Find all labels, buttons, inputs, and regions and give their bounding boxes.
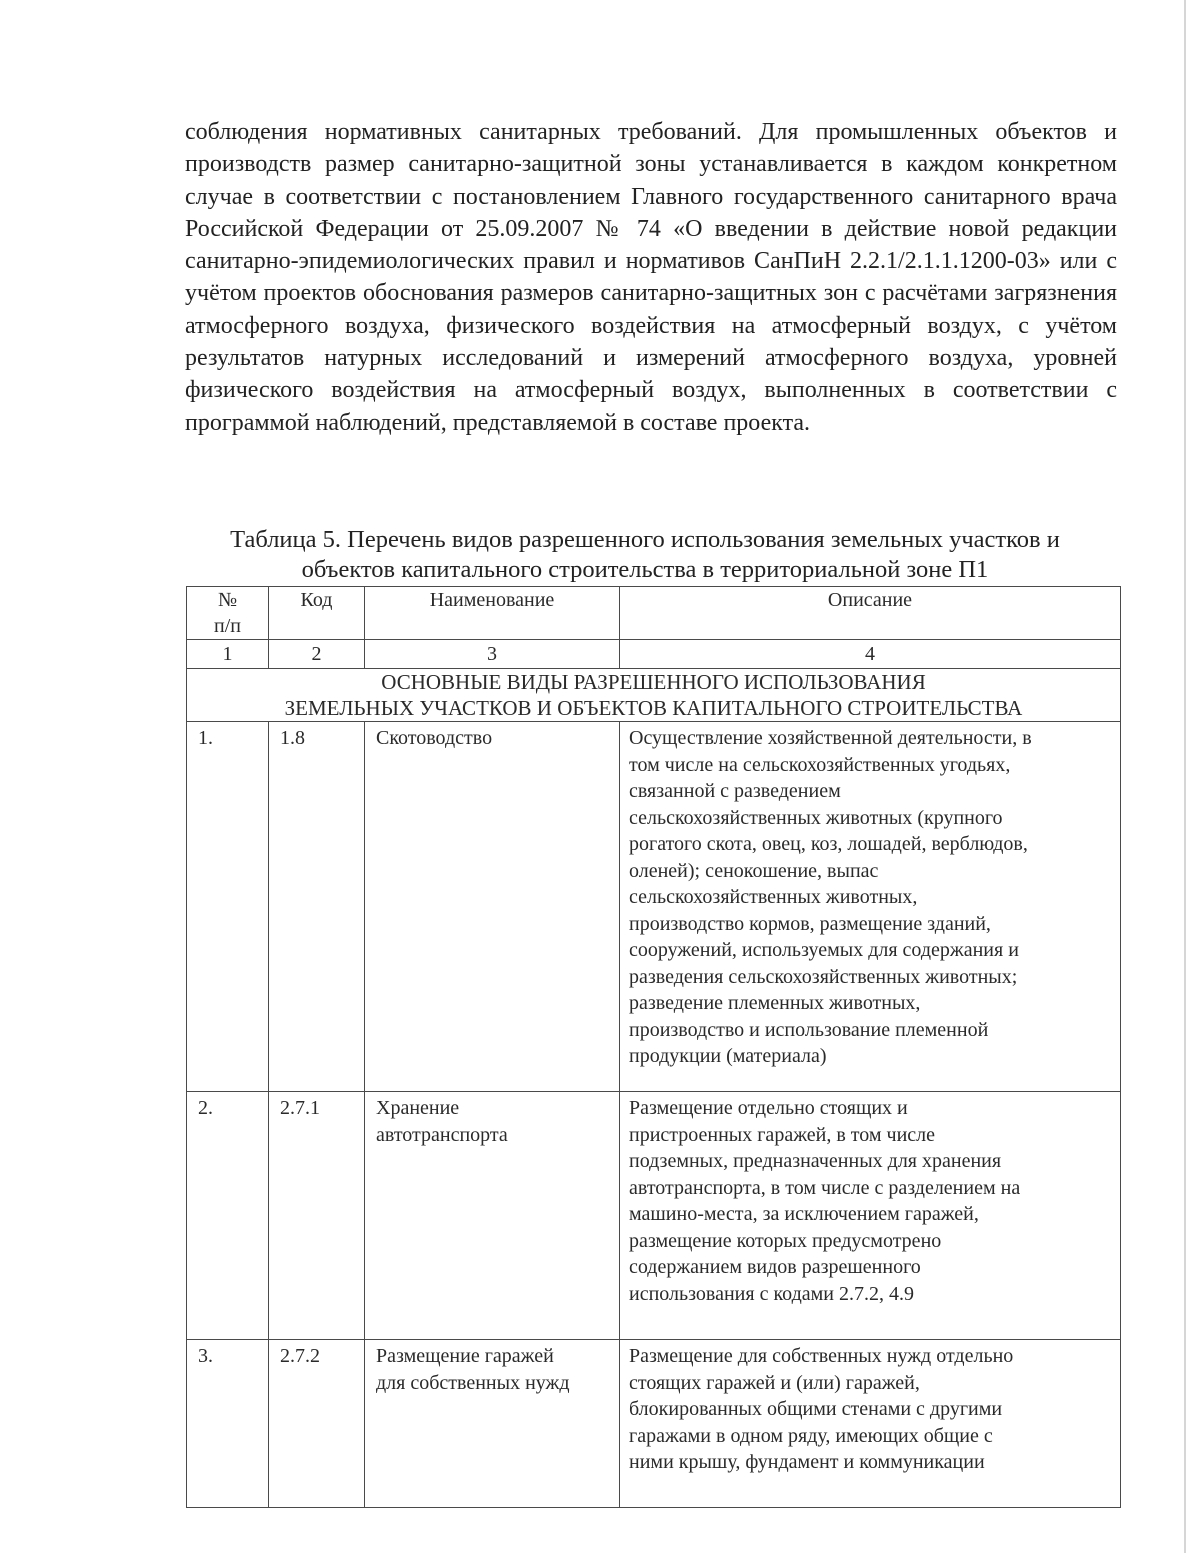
row-code: 1.8 [269,722,365,1092]
row-description-line: Размещение отдельно стоящих и [629,1097,908,1119]
row-description-line: сельскохозяйственных животных, [629,886,918,908]
row-description-line: подземных, предназначенных для хранения [629,1150,1002,1172]
table-row [187,1340,1121,1508]
section-title-line-2: ЗЕМЕЛЬНЫХ УЧАСТКОВ И ОБЪЕКТОВ КАПИТАЛЬНОГО СТРОИТЕЛЬСТВА [284,696,1023,720]
section-row [187,669,1121,722]
section-title-line-1: ОСНОВНЫЕ ВИДЫ РАЗРЕШЕННОГО ИСПОЛЬЗОВАНИЯ [381,670,926,694]
row-description-line: гаражами в одном ряду, имеющих общие с [629,1424,993,1447]
row-code: 2.7.1 [269,1092,365,1340]
row-description-line: разведение племенных животных, [629,992,921,1014]
row-description [620,1092,1121,1340]
column-numbers-row [187,640,1121,669]
row-name [365,1340,620,1508]
row-name-line: Размещение гаражей [376,1345,554,1367]
row-description-line: размещение которых предусмотрено [629,1229,942,1252]
section-title [187,669,1121,722]
row-num: 1. [187,722,269,1092]
row-description-line: блокированных общими стенами с другими [629,1398,1003,1420]
row-name [365,1092,620,1340]
header-description: Описание [620,587,1121,640]
row-description [620,722,1121,1092]
row-description-line: автотранспорта, в том числе с разделением на [629,1176,1021,1199]
row-description-line: содержанием видов разрешенного [629,1256,921,1278]
table-header-row [187,587,1121,640]
row-name-line: для собственных нужд [376,1371,570,1394]
row-description-line: том числе на сельскохозяйственных угодьях, [629,753,1011,776]
row-description-line: Размещение для собственных нужд отдельно [629,1345,1014,1367]
row-description-line: связанной с разведением [629,780,841,802]
table-row [187,1092,1121,1340]
row-description-line: ними крышу, фундамент и коммуникации [629,1451,985,1473]
row-description [620,1340,1121,1508]
row-description-line: стоящих гаражей и (или) гаражей, [629,1371,920,1394]
header-code: Код [269,587,365,640]
row-description-line: разведения сельскохозяйственных животных; [629,965,1018,988]
row-description-line: Осуществление хозяйственной деятельности, в [629,727,1032,749]
row-name-line: Хранение [376,1097,460,1119]
row-description-line: машино-места, за исключением гаражей, [629,1203,979,1225]
row-name-line: Скотоводство [376,727,493,749]
row-name-line: автотранспорта [376,1123,508,1146]
row-description-line: пристроенных гаражей, в том числе [629,1123,936,1146]
row-description-line: сельскохозяйственных животных (крупного [629,806,1003,829]
column-number: 2 [269,640,365,669]
intro-paragraph: соблюдения нормативных санитарных требований. Для промышленных объектов и производств размер санитарно-защитной зоны устанавливается в каждом конкретном случае в соответствии с постановлением Главного государственного санитарного врача Российской Федерации от 25.09.2007 № 74 «О введении в действие новой редакции санитарно-эпидемиологических правил и нормативов СанПиН 2.2.1/2.1.1.1200-03» или с учётом проектов обоснования размеров санитарно-защитных зон с расчётами загрязнения атмосферного воздуха, физического воздействия на атмосферный воздух, с учётом результатов натурных исследований и измерений атмосферного воздуха, уровней физического воздействия на атмосферный воздух, выполненных в соответствии с программой наблюдений, представляемой в составе проекта. [185,119,1117,436]
header-num-line-2: п/п [214,615,241,637]
permitted-use-table [186,586,1121,1508]
row-description-line: производство и использование племенной [629,1018,989,1041]
table-row [187,722,1121,1092]
column-number: 4 [620,640,1121,669]
row-description-line: продукции (материала) [629,1045,827,1067]
row-code: 2.7.2 [269,1340,365,1508]
table-caption-line-2: объектов капитального строительства в территориальной зоне П1 [301,556,989,583]
header-num-line-1: № [217,589,238,611]
row-description-line: рогатого скота, овец, коз, лошадей, верблюдов, [629,833,1028,855]
row-description-line: сооружений, используемых для содержания и [629,939,1019,961]
table-caption [160,525,1130,585]
row-num: 3. [187,1340,269,1508]
row-description-line: оленей); сенокошение, выпас [629,859,879,882]
table-caption-line-1: Таблица 5. Перечень видов разрешенного использования земельных участков и [230,526,1060,553]
row-description-line: использования с кодами 2.7.2, 4.9 [629,1282,914,1305]
scan-page-edge [1184,0,1186,1553]
header-name: Наименование [365,587,620,640]
column-number: 3 [365,640,620,669]
header-num [187,587,269,640]
row-name [365,722,620,1092]
column-number: 1 [187,640,269,669]
row-num: 2. [187,1092,269,1340]
row-description-line: производство кормов, размещение зданий, [629,912,991,935]
